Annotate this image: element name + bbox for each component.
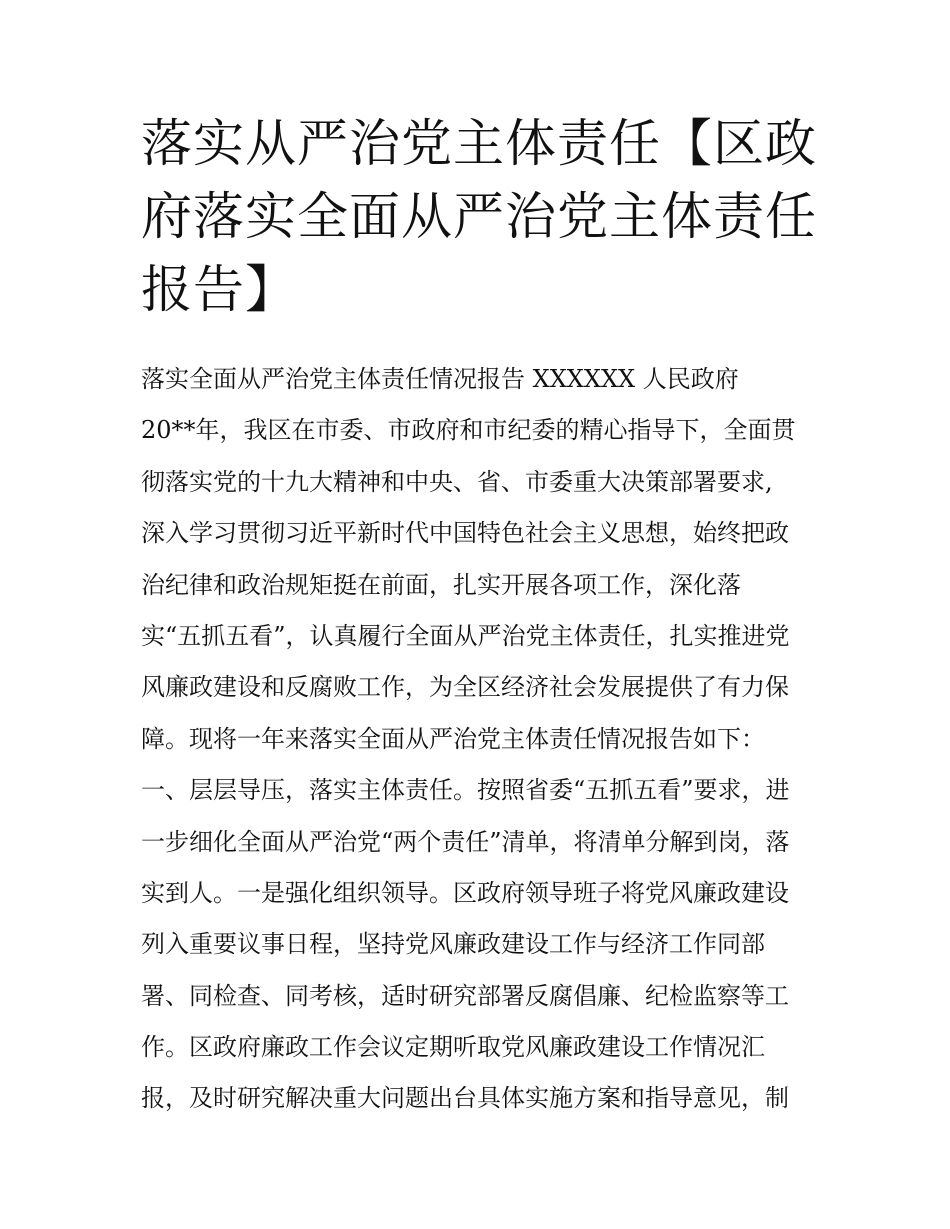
- body-line: 治纪律和政治规矩挺在前面，扎实开展各项工作，深化落: [141, 570, 741, 599]
- body-line: 障。现将一年来落实全面从严治党主体责任情况报告如下：: [141, 724, 765, 753]
- body-line: 一步细化全面从严治党“两个责任”清单，将清单分解到岗，落: [141, 827, 790, 856]
- body-line: 实“五抓五看”，认真履行全面从严治党主体责任，扎实推进党: [141, 621, 790, 650]
- body-line: 作。区政府廉政工作会议定期听取党风廉政建设工作情况汇: [141, 1033, 765, 1062]
- body-line: 20**年，我区在市委、市政府和市纪委的精心指导下，全面贯: [141, 416, 796, 445]
- body-line: 彻落实党的十九大精神和中央、省、市委重大决策部署要求,: [141, 467, 773, 496]
- body-line: 实到人。一是强化组织领导。区政府领导班子将党风廉政建设: [141, 878, 789, 907]
- title-line: 落实从严治党主体责任【区政: [141, 115, 818, 174]
- body-line: 列入重要议事日程，坚持党风廉政建设工作与经济工作同部: [141, 930, 765, 959]
- body-line: 深入学习贯彻习近平新时代中国特色社会主义思想，始终把政: [141, 519, 789, 548]
- title-line: 府落实全面从严治党主体责任: [141, 188, 818, 247]
- body-line: 风廉政建设和反腐败工作，为全区经济社会发展提供了有力保: [141, 673, 789, 702]
- body-line: 报，及时研究解决重大问题出台具体实施方案和指导意见，制: [141, 1084, 789, 1113]
- body-line: 署、同检查、同考核，适时研究部署反腐倡廉、纪检监察等工: [141, 981, 789, 1010]
- body-line: 落实全面从严治党主体责任情况报告 XXXXXX 人民政府: [141, 365, 739, 393]
- body-line: 一、层层导压，落实主体责任。按照省委“五抓五看”要求，进: [141, 776, 790, 805]
- title-line: 报告】: [141, 261, 298, 320]
- document-body: [141, 354, 821, 1125]
- document-title: [141, 108, 821, 327]
